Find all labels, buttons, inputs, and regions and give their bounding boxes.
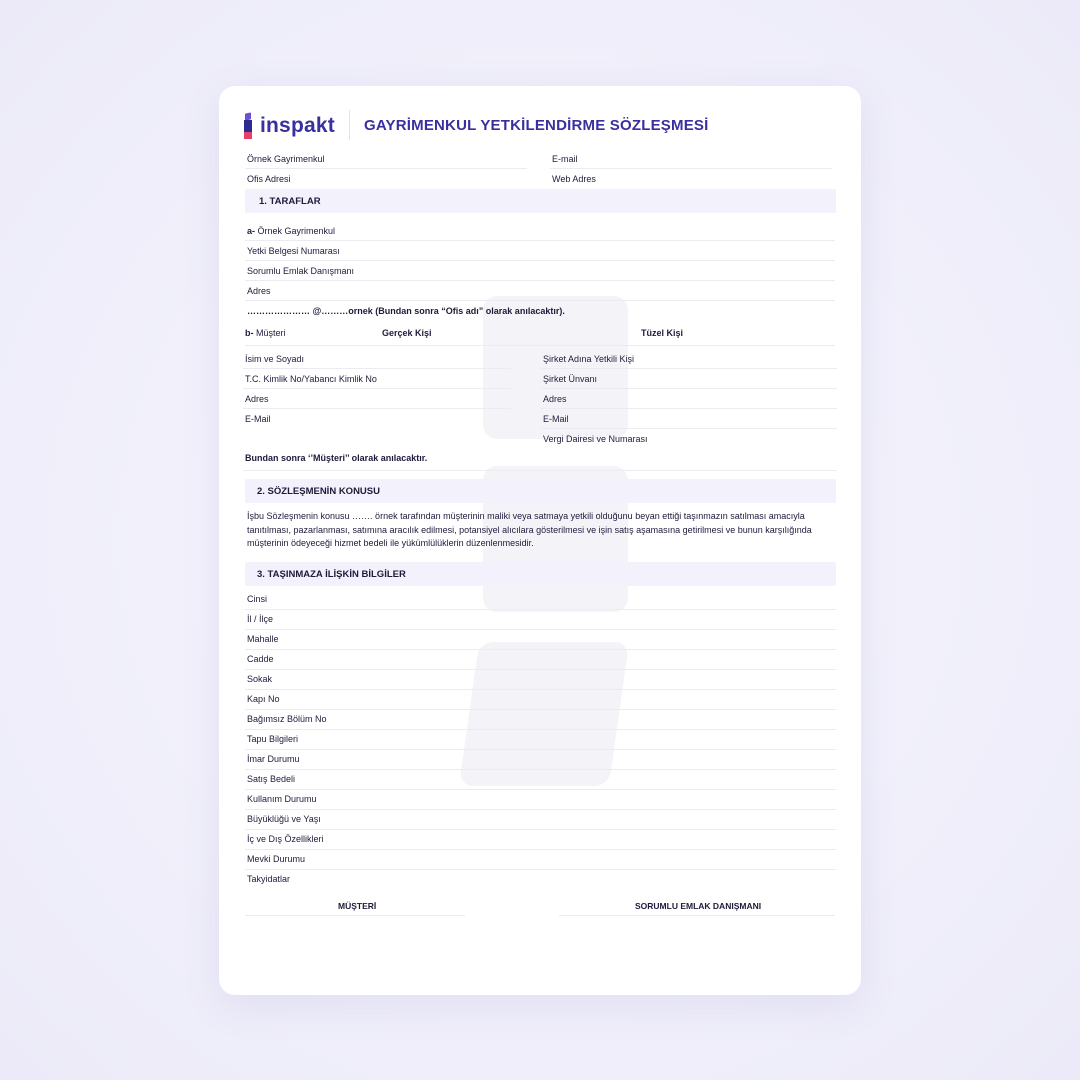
subject-paragraph: İşbu Sözleşmenin konusu ……. örnek tarafından müşterinin maliki veya satmaya yetkili olduğunu beyan ettiği taşınmazın satılması amacıyla tanıtılması, pazarlanması, satımına aracılık edilmesi, potansiyel alıcılara gösterilmesi ve işin satış aşamasına getirilmesi ve bunun karşılığında müşterinin ödeyeceği hizmet bedeli ile yükümlülüklerin düzenlenmesidir.	[247, 511, 812, 548]
office-address: Ofis Adresi	[247, 174, 291, 184]
divider	[245, 669, 836, 670]
divider	[245, 769, 836, 770]
divider	[245, 749, 836, 750]
property-field-label: Satış Bedeli	[247, 774, 296, 784]
divider	[245, 629, 836, 630]
property-field-label: İmar Durumu	[247, 754, 300, 764]
real-person-header: Gerçek Kişi	[382, 328, 432, 338]
party-b-note: Bundan sonra ‘’Müşteri’’ olarak anılacaktır.	[245, 453, 428, 463]
office-name: Örnek Gayrimenkul	[247, 154, 325, 164]
divider	[245, 849, 836, 850]
party-a-field: Yetki Belgesi Numarası	[247, 246, 340, 256]
watermark-shape	[459, 642, 629, 786]
party-a-name: Örnek Gayrimenkul	[257, 226, 336, 236]
divider	[245, 240, 835, 241]
divider	[243, 388, 511, 389]
divider	[245, 689, 836, 690]
signature-agent-label: SORUMLU EMLAK DANIŞMANI	[635, 901, 762, 911]
divider	[245, 609, 836, 610]
real-person-field: E-Mail	[245, 414, 271, 424]
property-field-label: Cinsi	[247, 594, 268, 604]
logo-mark-icon	[243, 113, 253, 140]
property-field-label: Cadde	[247, 654, 274, 664]
divider	[245, 168, 527, 169]
divider	[245, 345, 835, 346]
legal-entity-field: Vergi Dairesi ve Numarası	[543, 434, 648, 444]
divider	[245, 300, 835, 301]
divider	[243, 470, 837, 471]
property-field-label: Mevki Durumu	[247, 854, 306, 864]
party-b-row	[245, 328, 286, 338]
divider	[541, 368, 837, 369]
divider	[245, 709, 836, 710]
section-header-subject	[245, 479, 836, 503]
section-title: 2. SÖZLEŞMENİN KONUSU	[257, 486, 380, 497]
divider	[245, 809, 836, 810]
divider	[245, 280, 835, 281]
divider	[550, 168, 832, 169]
document-title: GAYRİMENKUL YETKİLENDİRME SÖZLEŞMESİ	[364, 117, 709, 134]
property-field-label: Kullanım Durumu	[247, 794, 317, 804]
divider	[245, 789, 836, 790]
legal-entity-field: Şirket Adına Yetkili Kişi	[543, 354, 635, 364]
signature-line	[559, 915, 835, 916]
header-divider	[349, 110, 350, 140]
divider	[243, 408, 511, 409]
real-person-field: Adres	[245, 394, 269, 404]
signature-line	[245, 915, 465, 916]
divider	[245, 829, 836, 830]
legal-entity-field: E-Mail	[543, 414, 569, 424]
divider	[541, 408, 837, 409]
divider	[245, 260, 835, 261]
section-title: 3. TAŞINMAZA İLİŞKİN BİLGİLER	[257, 569, 406, 580]
brand-logo	[243, 112, 335, 140]
property-field-label: Mahalle	[247, 634, 279, 644]
section-header-property	[245, 562, 836, 586]
party-a-field: Adres	[247, 286, 271, 296]
divider	[243, 368, 511, 369]
property-field-label: Kapı No	[247, 694, 280, 704]
property-field-label: Bağımsız Bölüm No	[247, 714, 327, 724]
property-field-label: İç ve Dış Özellikleri	[247, 834, 324, 844]
divider	[245, 869, 836, 870]
legal-entity-header: Tüzel Kişi	[641, 328, 684, 338]
office-email: E-mail	[552, 154, 578, 164]
divider	[245, 729, 836, 730]
party-b-label: Müşteri	[256, 328, 286, 338]
divider	[541, 388, 837, 389]
section-header-parties	[245, 189, 836, 213]
contract-document	[219, 86, 861, 995]
office-web: Web Adres	[552, 174, 596, 184]
real-person-field: T.C. Kimlik No/Yabancı Kimlik No	[245, 374, 377, 384]
signature-customer-label: MÜŞTERİ	[338, 901, 377, 911]
divider	[245, 649, 836, 650]
party-a-prefix: a-	[247, 226, 256, 236]
real-person-field: İsim ve Soyadı	[245, 354, 305, 364]
logo-text: inspakt	[260, 114, 335, 137]
legal-entity-field: Şirket Ünvanı	[543, 374, 598, 384]
property-field-label: Sokak	[247, 674, 273, 684]
legal-entity-field: Adres	[543, 394, 567, 404]
property-field-label: Büyüklüğü ve Yaşı	[247, 814, 321, 824]
document-header	[243, 110, 843, 142]
party-b-prefix: b-	[245, 328, 254, 338]
party-a-note: ………………… @………ornek (Bundan sonra “Ofis adı” olarak anılacaktır).	[247, 306, 565, 316]
party-a-row	[247, 226, 335, 236]
property-field-label: İl / İlçe	[247, 614, 274, 624]
party-a-field: Sorumlu Emlak Danışmanı	[247, 266, 355, 276]
property-field-label: Takyidatlar	[247, 874, 291, 884]
divider	[541, 428, 837, 429]
property-field-label: Tapu Bilgileri	[247, 734, 299, 744]
section-title: 1. TARAFLAR	[259, 196, 321, 207]
